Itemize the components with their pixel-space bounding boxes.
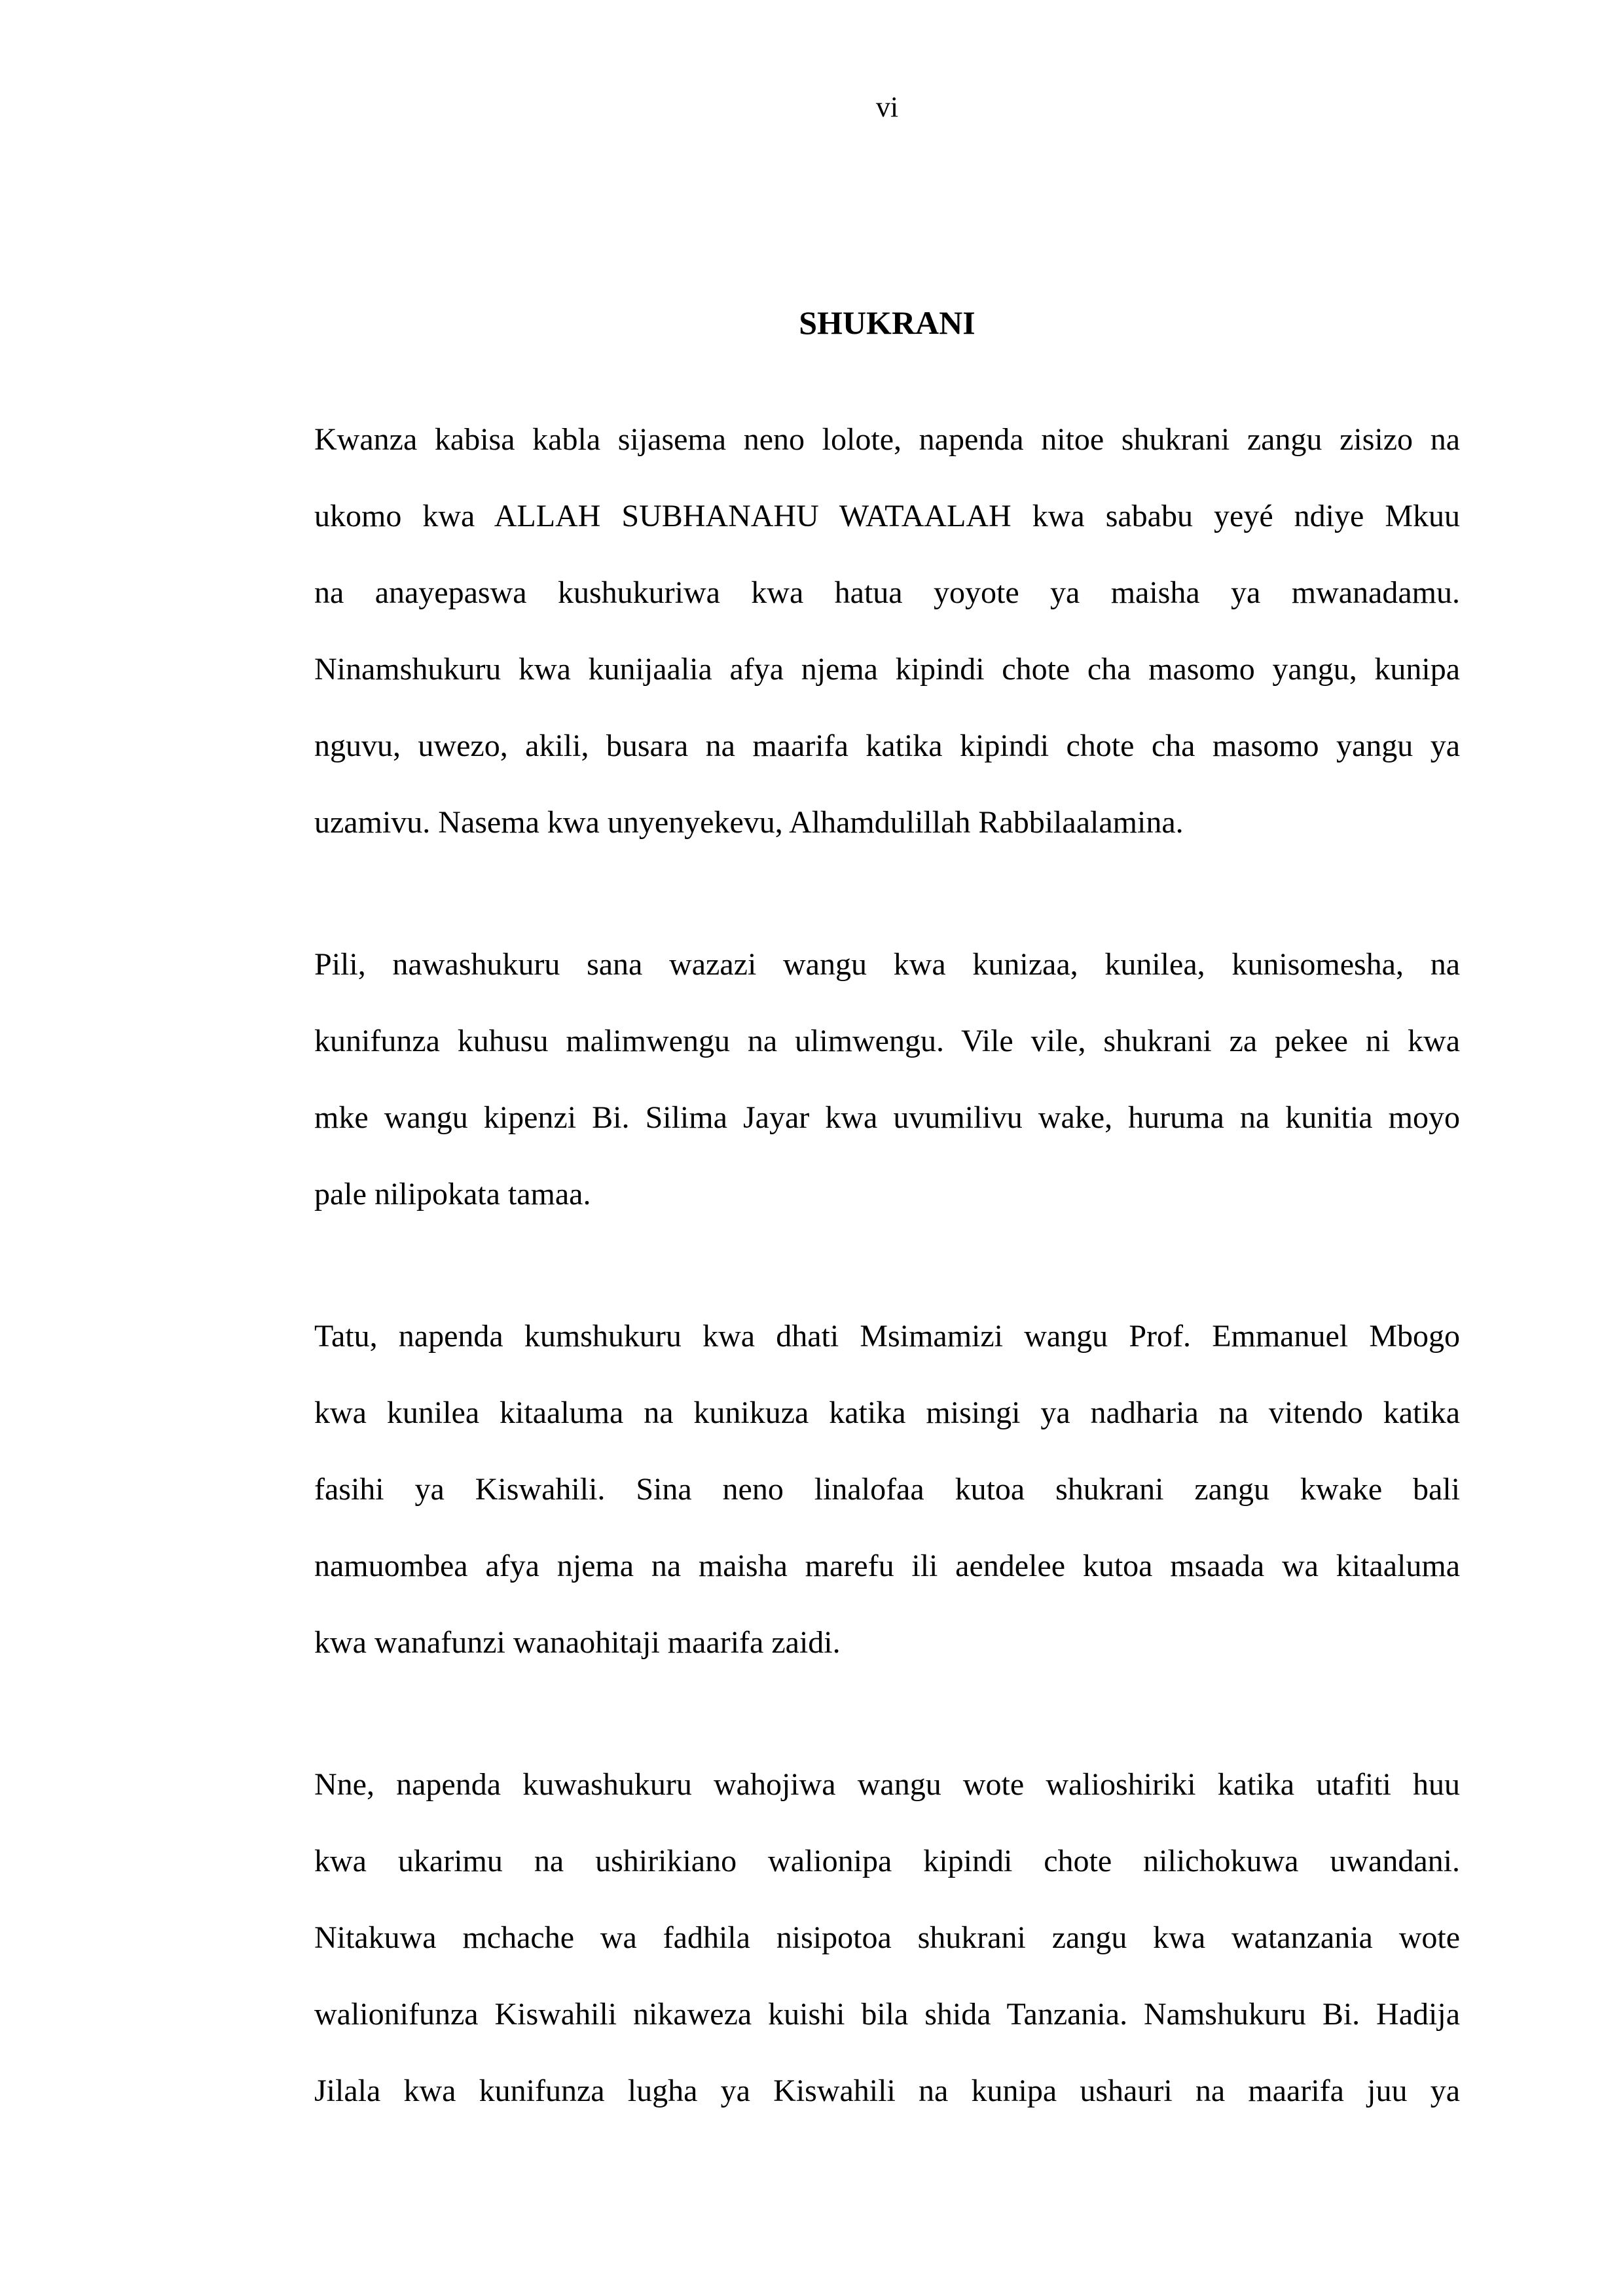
text-line: namuombea afya njema na maisha marefu ili aendelee kutoa msaada wa kitaaluma <box>314 1549 1460 1583</box>
text-line: na anayepaswa kushukuriwa kwa hatua yoyote ya maisha ya mwanadamu. <box>314 575 1460 610</box>
text-line: ukomo kwa ALLAH SUBHANAHU WATAALAH kwa sababu yeyé ndiye Mkuu <box>314 499 1460 533</box>
text-line: uzamivu. Nasema kwa unyenyekevu, Alhamdulillah Rabbilaalamina. <box>314 805 1184 840</box>
paragraph <box>314 926 1460 1232</box>
text-line: Kwanza kabisa kabla sijasema neno lolote, napenda nitoe shukrani zangu zisizo na <box>314 422 1460 457</box>
page-content <box>314 285 1460 2195</box>
text-line: nguvu, uwezo, akili, busara na maarifa katika kipindi chote cha masomo yangu ya <box>314 728 1460 763</box>
document-body <box>314 401 1460 2129</box>
text-line: Pili, nawashukuru sana wazazi wangu kwa kunizaa, kunilea, kunisomesha, na <box>314 947 1460 982</box>
paragraph <box>314 401 1460 861</box>
document-title: SHUKRANI <box>799 304 976 341</box>
text-line: kwa wanafunzi wanaohitaji maarifa zaidi. <box>314 1625 841 1660</box>
text-line: Nne, napenda kuwashukuru wahojiwa wangu wote walioshiriki katika utafiti huu <box>314 1767 1460 1802</box>
text-line: fasihi ya Kiswahili. Sina neno linalofaa kutoa shukrani zangu kwake bali <box>314 1472 1460 1507</box>
paragraph <box>314 1298 1460 1681</box>
text-line: pale nilipokata tamaa. <box>314 1177 591 1211</box>
text-line: walionifunza Kiswahili nikaweza kuishi bila shida Tanzania. Namshukuru Bi. Hadija <box>314 1997 1460 2032</box>
text-line: kwa kunilea kitaaluma na kunikuza katika misingi ya nadharia na vitendo katika <box>314 1395 1460 1430</box>
paragraph <box>314 1746 1460 2129</box>
text-line: Tatu, napenda kumshukuru kwa dhati Msimamizi wangu Prof. Emmanuel Mbogo <box>314 1319 1460 1354</box>
text-line: Jilala kwa kunifunza lugha ya Kiswahili na kunipa ushauri na maarifa juu ya <box>314 2073 1460 2108</box>
text-line: Nitakuwa mchache wa fadhila nisipotoa shukrani zangu kwa watanzania wote <box>314 1920 1460 1955</box>
text-line: Ninamshukuru kwa kunijaalia afya njema kipindi chote cha masomo yangu, kunipa <box>314 652 1460 687</box>
text-line: kwa ukarimu na ushirikiano walionipa kipindi chote nilichokuwa uwandani. <box>314 1844 1460 1878</box>
text-line: mke wangu kipenzi Bi. Silima Jayar kwa uvumilivu wake, huruma na kunitia moyo <box>314 1100 1460 1135</box>
page-number: vi <box>875 91 899 123</box>
text-line: kunifunza kuhusu malimwengu na ulimwengu. Vile vile, shukrani za pekee ni kwa <box>314 1024 1460 1058</box>
